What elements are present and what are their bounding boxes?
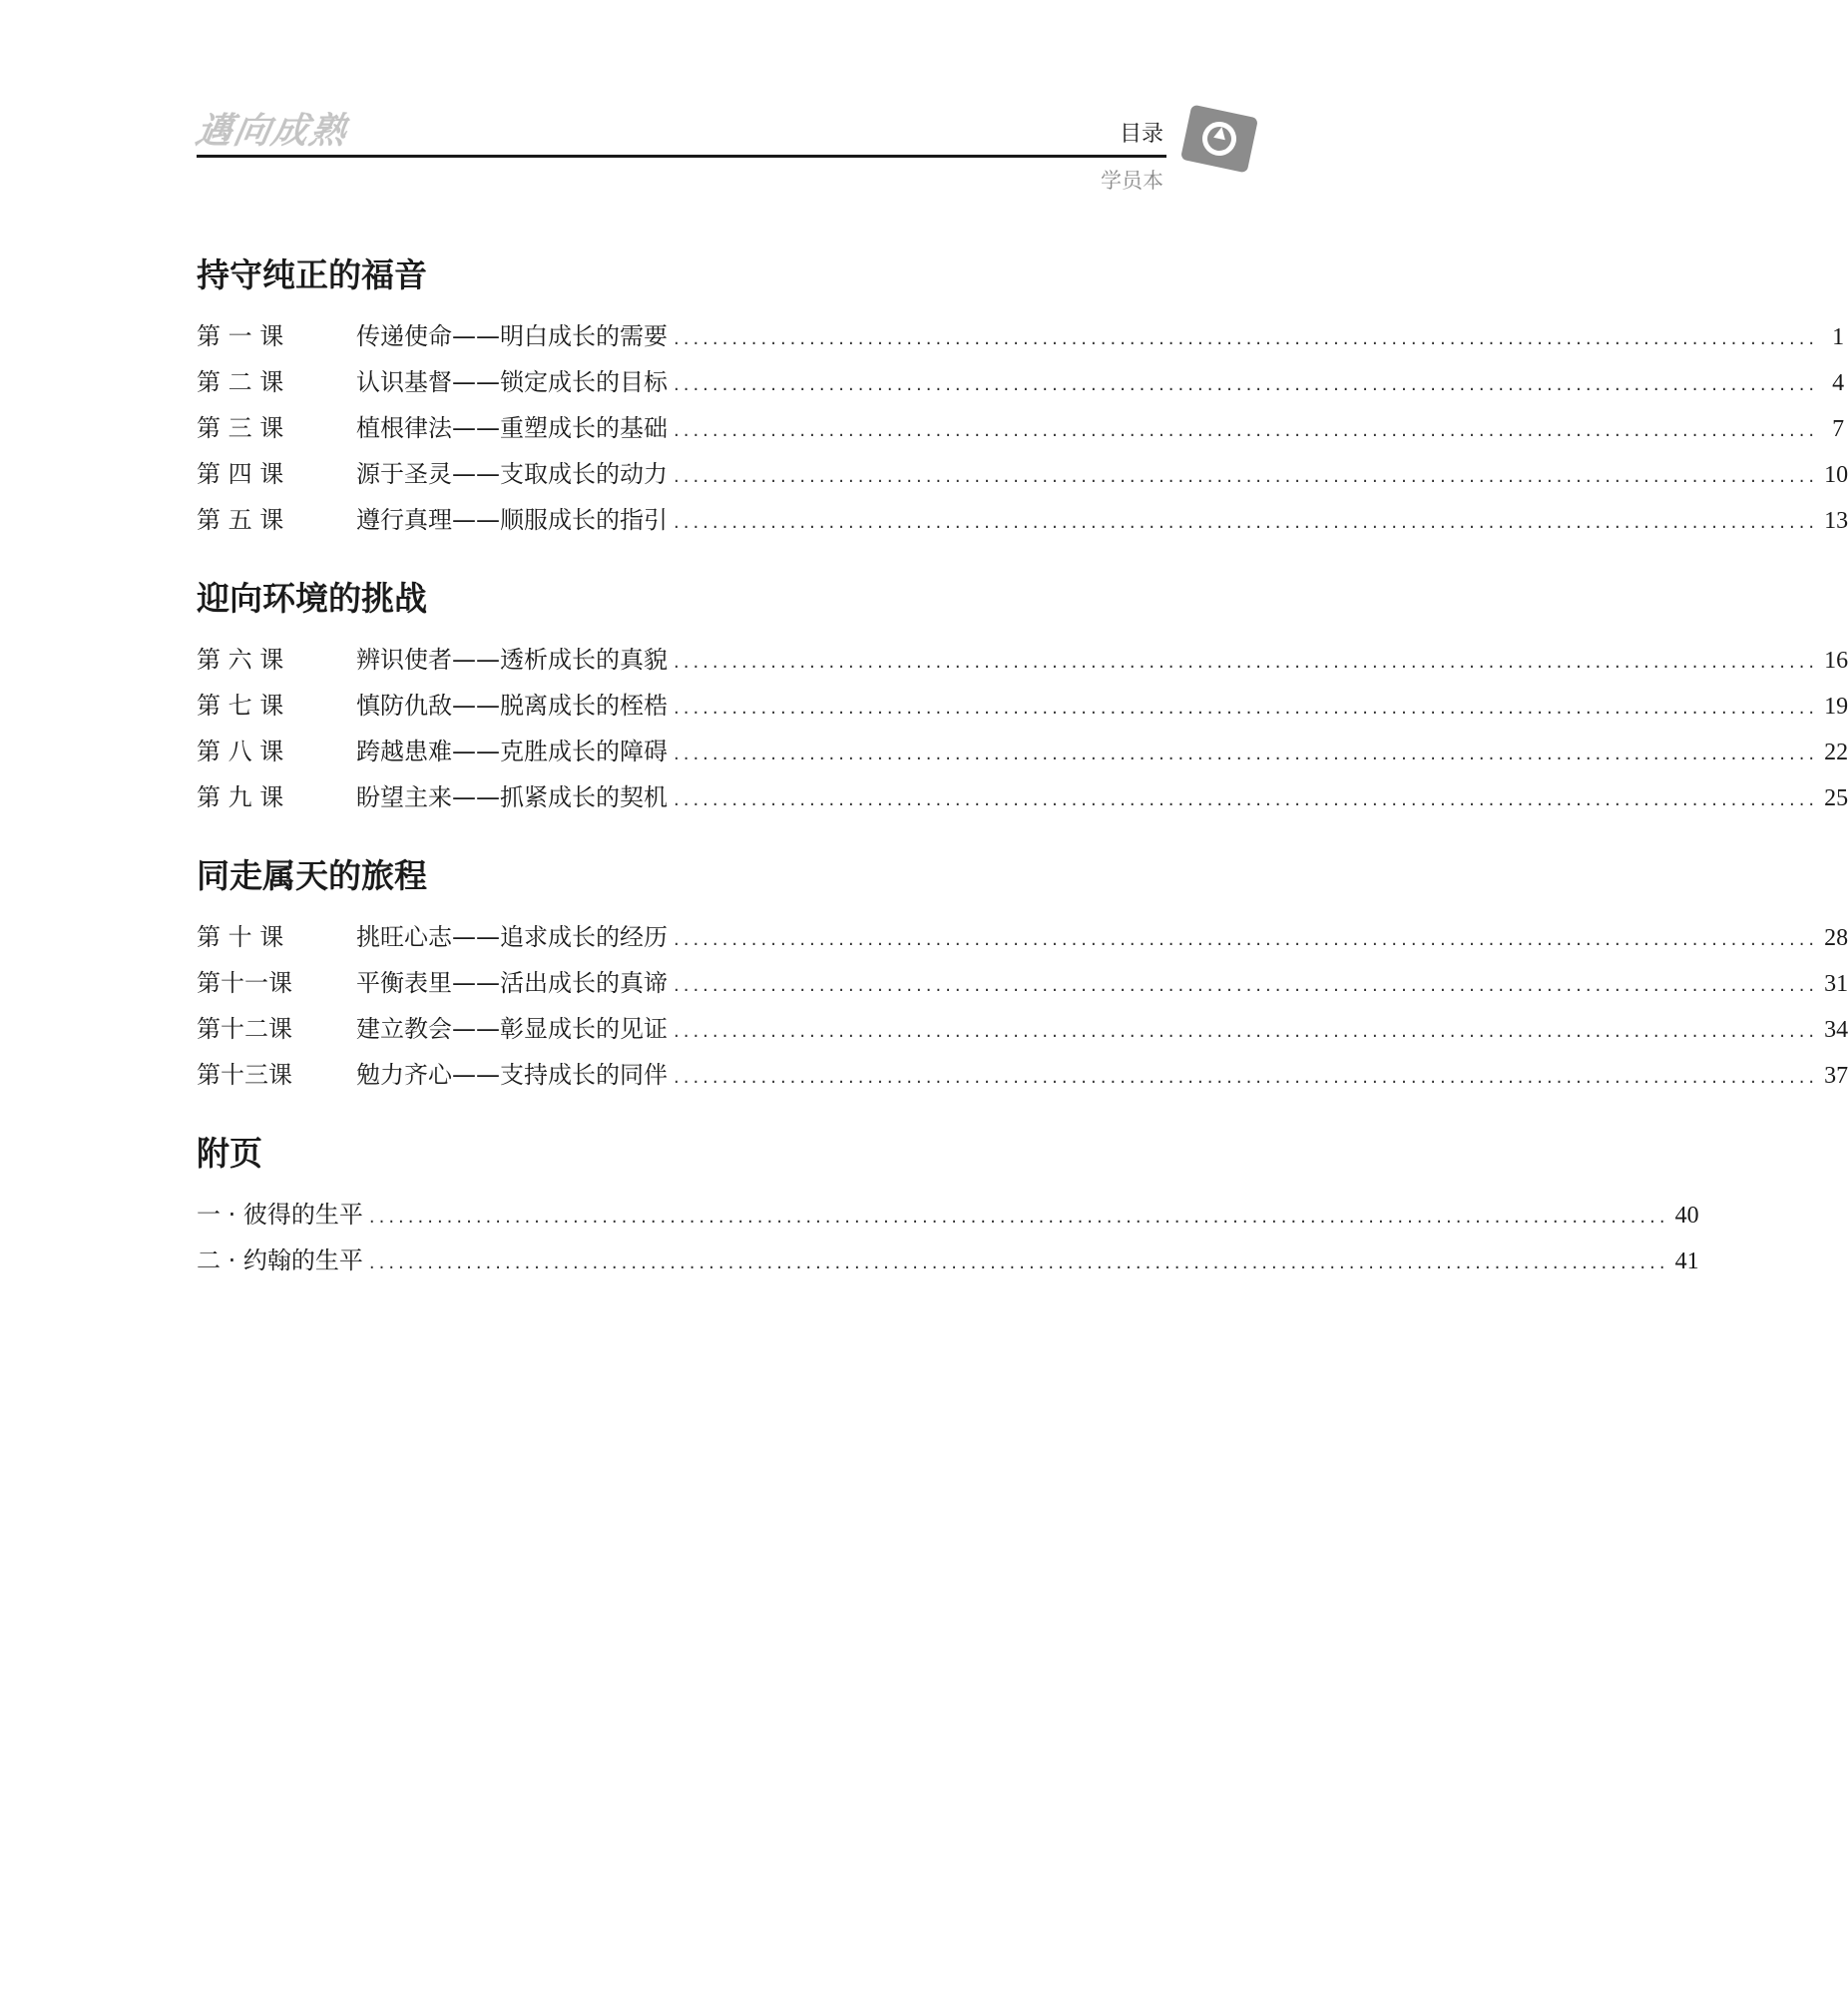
toc-entry[interactable] — [197, 960, 1848, 1006]
dot-leader: ...................................................................................................................... — [674, 698, 1819, 719]
lesson-number: 第 二 课 — [197, 368, 284, 396]
lesson-number: 第十三课 — [197, 1061, 292, 1089]
toc-section — [197, 848, 1848, 1098]
lesson-number: 第 六 课 — [197, 646, 284, 674]
page-number: 4 — [1832, 370, 1845, 396]
page-number: 28 — [1824, 925, 1848, 951]
toc-entry[interactable] — [197, 914, 1848, 960]
lesson-number: 第 三 课 — [197, 414, 284, 442]
lesson-title: 认识基督——锁定成长的目标 — [356, 368, 668, 396]
dot-leader: ...................................................................................................................... — [674, 975, 1819, 996]
lesson-title: 建立教会——彰显成长的见证 — [356, 1015, 668, 1043]
book-logo: 邁向成熟 — [192, 110, 352, 152]
section-title: 持守纯正的福音 — [197, 255, 427, 294]
page-header — [192, 95, 1269, 205]
toc-entry[interactable] — [197, 405, 1845, 451]
lesson-number: 第 四 课 — [197, 460, 284, 488]
dot-leader: ...................................................................................................................................... — [368, 1207, 1669, 1228]
page-number: 34 — [1824, 1017, 1848, 1043]
lesson-title: 植根律法——重塑成长的基础 — [356, 414, 668, 442]
page-number: 25 — [1824, 785, 1848, 811]
toc-entry[interactable] — [197, 497, 1848, 543]
lesson-title: 源于圣灵——支取成长的动力 — [356, 460, 668, 488]
toc-section — [197, 248, 1848, 543]
dot-leader: ...................................................................................................................... — [674, 1021, 1819, 1042]
toc-entry[interactable] — [197, 1192, 1699, 1238]
dot-leader: ...................................................................................................................... — [674, 652, 1819, 673]
dot-leader: ...................................................................................................................... — [674, 512, 1819, 533]
lesson-number: 第十一课 — [197, 969, 292, 997]
toc-entry[interactable] — [197, 774, 1848, 820]
toc-entry[interactable] — [197, 1052, 1848, 1098]
page-number: 40 — [1674, 1203, 1699, 1229]
header-edition-label: 学员本 — [1101, 169, 1163, 193]
toc-entry[interactable] — [197, 451, 1848, 497]
header-section-label: 目录 — [1119, 122, 1163, 147]
corner-emblem-icon — [1179, 103, 1259, 175]
lesson-title: 辨识使者——透析成长的真貌 — [356, 646, 668, 674]
page-number: 37 — [1824, 1063, 1848, 1089]
appendix-title: 一 · 彼得的生平 — [197, 1201, 363, 1229]
toc-entry[interactable] — [197, 359, 1845, 405]
lesson-number: 第 八 课 — [197, 738, 284, 765]
appendix-title: 二 · 约翰的生平 — [197, 1246, 363, 1274]
page-number: 22 — [1824, 740, 1848, 765]
section-title: 同走属天的旅程 — [197, 856, 427, 895]
toc-entry[interactable] — [197, 1238, 1699, 1283]
section-title: 附页 — [197, 1134, 262, 1173]
section-title: 迎向环境的挑战 — [197, 579, 427, 618]
dot-leader: ...................................................................................................................... — [674, 744, 1819, 764]
page-number: 31 — [1824, 971, 1848, 997]
header-rule — [197, 155, 1166, 158]
toc-section — [197, 571, 1848, 820]
toc-section — [197, 1126, 1699, 1283]
lesson-number: 第 十 课 — [197, 923, 284, 951]
page-number: 19 — [1824, 694, 1848, 720]
page-number: 16 — [1824, 648, 1848, 674]
toc-entry[interactable] — [197, 729, 1848, 774]
dot-leader: ...................................................................................................................... — [674, 929, 1819, 950]
page-number: 10 — [1824, 462, 1848, 488]
toc-entry[interactable] — [197, 637, 1848, 683]
lesson-title: 传递使命——明白成长的需要 — [356, 322, 668, 350]
dot-leader: ...................................................................................................................... — [674, 1067, 1819, 1088]
page-number: 1 — [1832, 324, 1845, 350]
lesson-title: 遵行真理——顺服成长的指引 — [356, 506, 668, 534]
toc-entry[interactable] — [197, 683, 1848, 729]
lesson-number: 第 五 课 — [197, 506, 284, 534]
dot-leader: ...................................................................................................................... — [674, 328, 1819, 349]
toc-entry[interactable] — [197, 313, 1845, 359]
lesson-title: 勉力齐心——支持成长的同伴 — [356, 1061, 668, 1089]
lesson-title: 挑旺心志——追求成长的经历 — [356, 923, 668, 951]
dot-leader: ...................................................................................................................... — [674, 420, 1819, 441]
lesson-title: 平衡表里——活出成长的真谛 — [356, 969, 668, 997]
page-number: 13 — [1824, 508, 1848, 534]
dot-leader: ...................................................................................................................................... — [368, 1252, 1669, 1273]
lesson-title: 慎防仇敌——脱离成长的桎梏 — [356, 692, 668, 720]
table-of-contents — [197, 248, 1848, 1311]
dot-leader: ...................................................................................................................... — [674, 466, 1819, 487]
page-number: 41 — [1674, 1248, 1699, 1274]
dot-leader: ...................................................................................................................... — [674, 374, 1819, 395]
lesson-title: 跨越患难——克胜成长的障碍 — [356, 738, 668, 765]
lesson-number: 第 九 课 — [197, 783, 284, 811]
toc-entry[interactable] — [197, 1006, 1848, 1052]
lesson-number: 第 七 课 — [197, 692, 284, 720]
page-number: 7 — [1832, 416, 1845, 442]
lesson-title: 盼望主来——抓紧成长的契机 — [356, 783, 668, 811]
lesson-number: 第十二课 — [197, 1015, 292, 1043]
lesson-number: 第 一 课 — [197, 322, 284, 350]
dot-leader: ...................................................................................................................... — [674, 789, 1819, 810]
